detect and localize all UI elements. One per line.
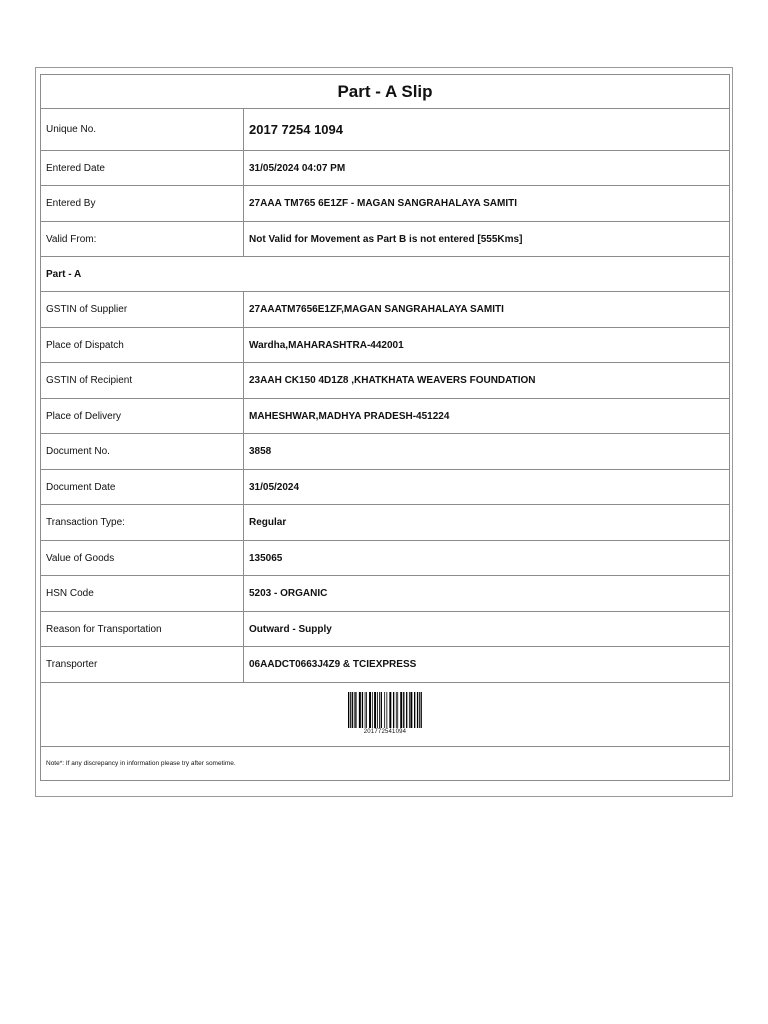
unique-no-label: Unique No. xyxy=(41,109,244,151)
place-delivery-value: MAHESHWAR,MADHYA PRADESH-451224 xyxy=(244,399,730,434)
slip-table xyxy=(40,74,730,781)
table-row xyxy=(41,151,730,186)
valid-from-value: Not Valid for Movement as Part B is not entered [555Kms] xyxy=(244,222,730,257)
barcode-bar xyxy=(396,692,397,728)
value-of-goods-label: Value of Goods xyxy=(41,541,244,576)
table-row xyxy=(41,505,730,541)
note-row xyxy=(41,747,730,781)
section-heading-part-a: Part - A xyxy=(41,257,730,292)
barcode-bar xyxy=(384,692,385,728)
document-date-value: 31/05/2024 xyxy=(244,470,730,505)
gstin-recipient-value: 23AAH CK150 4D1Z8 ,KHATKHATA WEAVERS FOUNDATION xyxy=(244,363,730,399)
table-row xyxy=(41,292,730,328)
entered-by-label: Entered By xyxy=(41,186,244,222)
table-row xyxy=(41,109,730,151)
table-row xyxy=(41,328,730,363)
barcode-bar xyxy=(350,692,351,728)
barcode-bar xyxy=(386,692,387,728)
barcode-number: 201772541094 xyxy=(363,728,407,735)
table-row xyxy=(41,399,730,434)
table-row xyxy=(41,363,730,399)
place-dispatch-label: Place of Dispatch xyxy=(41,328,244,363)
barcode-bar xyxy=(421,692,422,728)
table-row xyxy=(41,186,730,222)
table-row xyxy=(41,541,730,576)
barcode-bar xyxy=(410,692,412,728)
barcode-bar xyxy=(414,692,415,728)
document-no-label: Document No. xyxy=(41,434,244,470)
barcode-bar xyxy=(354,692,355,728)
table-row xyxy=(41,222,730,257)
unique-no-value: 2017 7254 1094 xyxy=(244,109,730,151)
hsn-code-label: HSN Code xyxy=(41,576,244,612)
barcode-image xyxy=(348,692,422,728)
place-delivery-label: Place of Delivery xyxy=(41,399,244,434)
barcode-bar xyxy=(381,692,382,728)
barcode-bar xyxy=(377,692,378,728)
barcode-bar xyxy=(366,692,367,728)
value-of-goods-value: 135065 xyxy=(244,541,730,576)
entered-by-value: 27AAA TM765 6E1ZF - MAGAN SANGRAHALAYA SAMITI xyxy=(244,186,730,222)
barcode-bar xyxy=(374,692,376,728)
slip-title: Part - A Slip xyxy=(41,75,730,109)
barcode-bar xyxy=(369,692,371,728)
entered-date-value: 31/05/2024 04:07 PM xyxy=(244,151,730,186)
barcode-bar xyxy=(400,692,402,728)
table-row xyxy=(41,612,730,647)
table-row xyxy=(41,647,730,683)
barcode-bar xyxy=(348,692,349,728)
document-date-label: Document Date xyxy=(41,470,244,505)
barcode-bar xyxy=(355,692,356,728)
barcode-bar xyxy=(362,692,363,728)
barcode-bar xyxy=(352,692,353,728)
title-row xyxy=(41,75,730,109)
barcode xyxy=(348,692,422,735)
barcode-bar xyxy=(409,692,410,728)
transaction-type-value: Regular xyxy=(244,505,730,541)
barcode-bar xyxy=(389,692,391,728)
barcode-bar xyxy=(406,692,407,728)
table-row xyxy=(41,576,730,612)
barcode-bar xyxy=(359,692,361,728)
barcode-bar xyxy=(393,692,394,728)
gstin-recipient-label: GSTIN of Recipient xyxy=(41,363,244,399)
barcode-row xyxy=(41,683,730,747)
reason-transport-label: Reason for Transportation xyxy=(41,612,244,647)
entered-date-label: Entered Date xyxy=(41,151,244,186)
barcode-bar xyxy=(365,692,366,728)
transaction-type-label: Transaction Type: xyxy=(41,505,244,541)
gstin-supplier-label: GSTIN of Supplier xyxy=(41,292,244,328)
valid-from-label: Valid From: xyxy=(41,222,244,257)
gstin-supplier-value: 27AAATM7656E1ZF,MAGAN SANGRAHALAYA SAMITI xyxy=(244,292,730,328)
hsn-code-value: 5203 - ORGANIC xyxy=(244,576,730,612)
barcode-bar xyxy=(397,692,398,728)
table-row xyxy=(41,470,730,505)
document-no-value: 3858 xyxy=(244,434,730,470)
table-row xyxy=(41,434,730,470)
barcode-bar xyxy=(372,692,373,728)
transporter-label: Transporter xyxy=(41,647,244,683)
barcode-bar xyxy=(417,692,418,728)
barcode-bar xyxy=(403,692,404,728)
place-dispatch-value: Wardha,MAHARASHTRA-442001 xyxy=(244,328,730,363)
barcode-bar xyxy=(419,692,420,728)
slip-container xyxy=(35,67,733,797)
reason-transport-value: Outward - Supply xyxy=(244,612,730,647)
discrepancy-note: Note*: If any discrepancy in information please try after sometime. xyxy=(41,747,730,781)
section-row xyxy=(41,257,730,292)
barcode-bar xyxy=(379,692,380,728)
transporter-value: 06AADCT0663J4Z9 & TCIEXPRESS xyxy=(244,647,730,683)
